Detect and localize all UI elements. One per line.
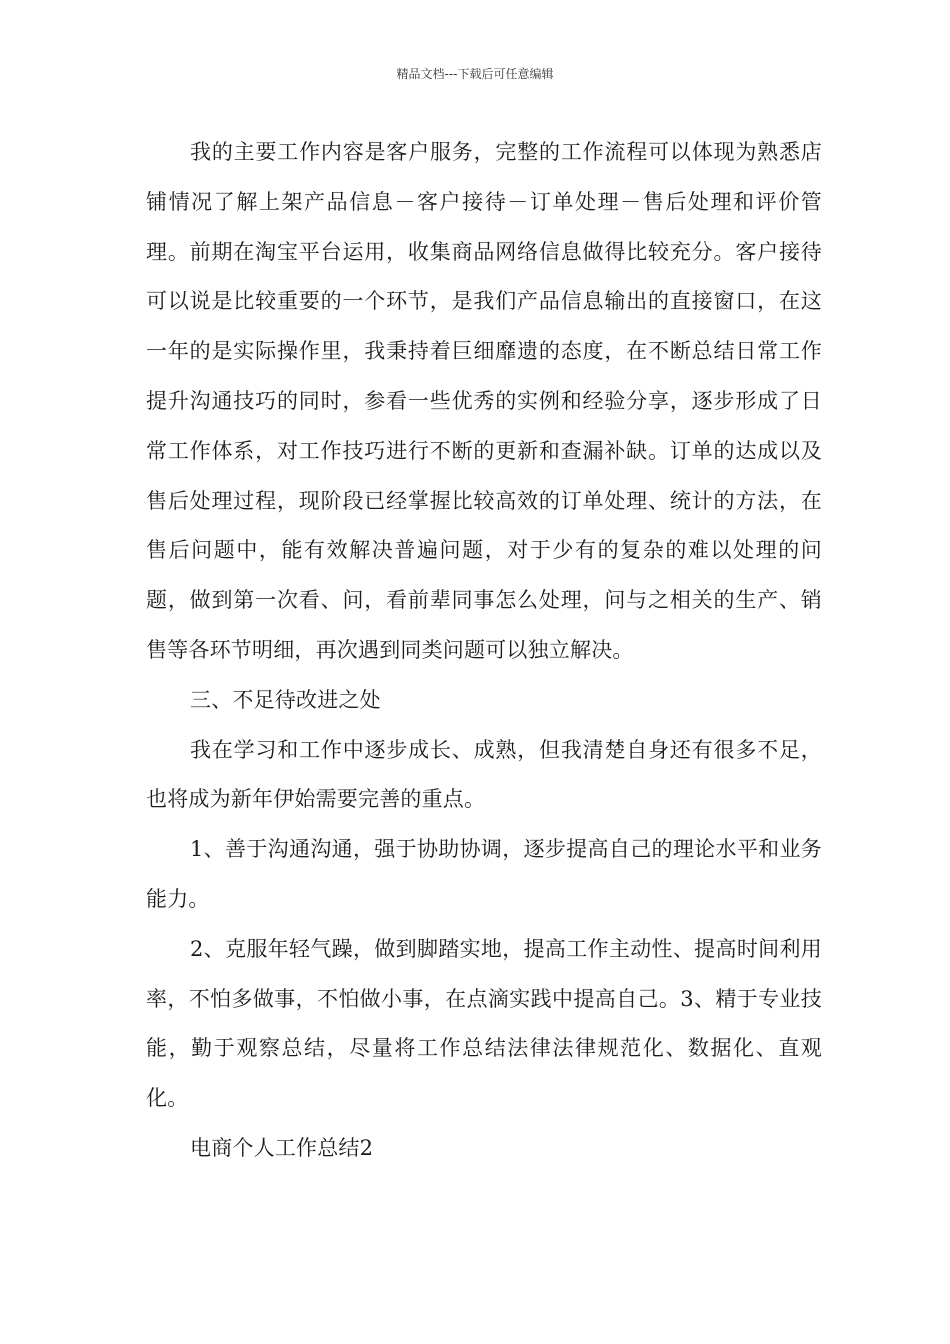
list-item-2-3: 2、克服年轻气躁，做到脚踏实地，提高工作主动性、提高时间利用率，不怕多做事，不怕做小事，在点滴实践中提高自己。3、精于专业技能，勤于观察总结，尽量将工作总结法律法律规范化、数据化、直观化。	[146, 936, 822, 1111]
paragraph-work-content: 我的主要工作内容是客户服务，完整的工作流程可以体现为熟悉店铺情况了解上架产品信息－客户接待－订单处理－售后处理和评价管理。前期在淘宝平台运用，收集商品网络信息做得比较充分。客户接待可以说是比较重要的一个环节，是我们产品信息输出的直接窗口，在这一年的是实际操作里，我秉持着巨细靡遗的态度，在不断总结日常工作提升沟通技巧的同时，参看一些优秀的实例和经验分享，逐步形成了日常工作体系，对工作技巧进行不断的更新和查漏补缺。订单的达成以及售后处理过程，现阶段已经掌握比较高效的订单处理、统计的方法，在售后问题中，能有效解决普遍问题，对于少有的复杂的难以处理的问题，做到第一次看、问，看前辈同事怎么处理，问与之相关的生产、销售等各环节明细，再次遇到同类问题可以独立解决。	[146, 140, 822, 662]
list-item-1: 1、善于沟通沟通，强于协助协调，逐步提高自己的理论水平和业务能力。	[146, 837, 822, 911]
section-title-summary-2: 电商个人工作总结2	[190, 1135, 374, 1160]
document-body	[146, 128, 822, 1174]
paragraph-growth: 我在学习和工作中逐步成长、成熟，但我清楚自身还有很多不足，也将成为新年伊始需要完善的重点。	[146, 737, 822, 812]
section-heading-shortcomings: 三、不足待改进之处	[190, 687, 381, 712]
page-header: 精品文档---下载后可任意编辑	[396, 67, 554, 81]
